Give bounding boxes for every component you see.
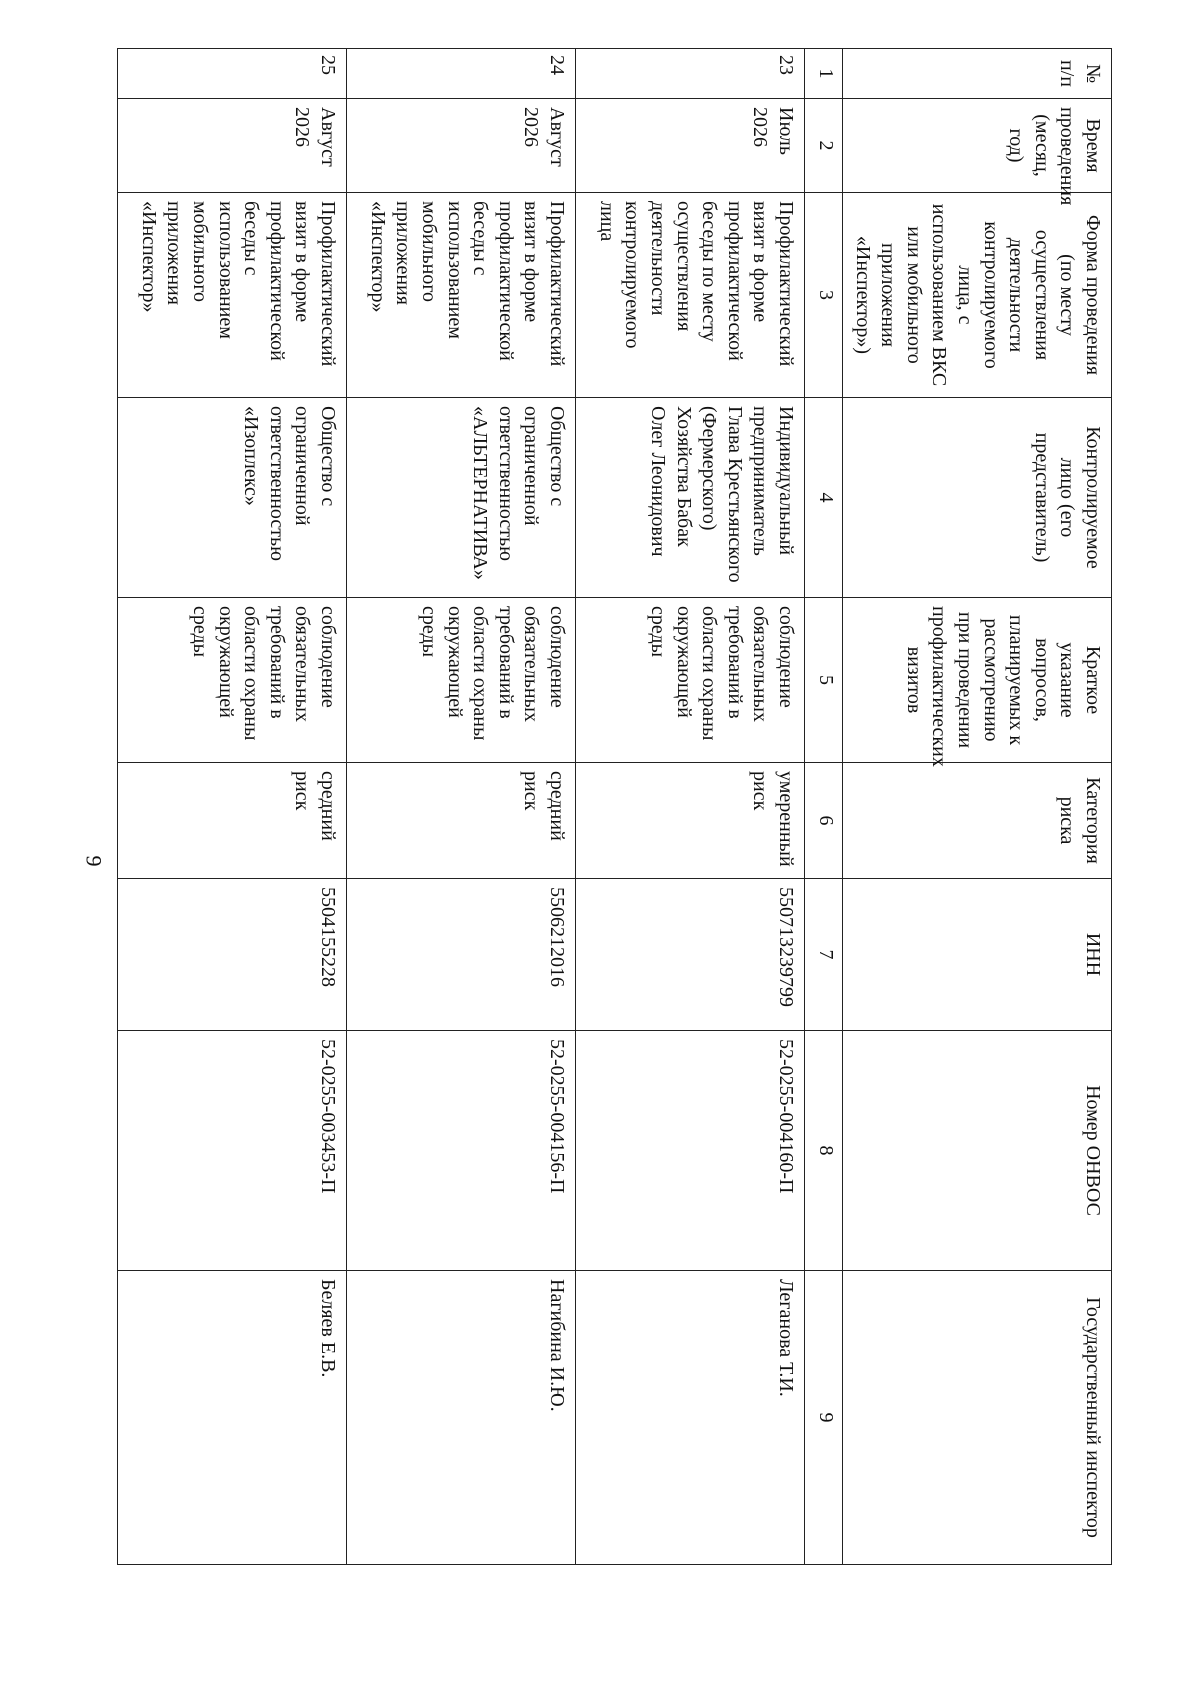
column-number: 2 bbox=[805, 99, 843, 193]
issues: соблюдение обязательных требований в области охраны окружающей среды bbox=[576, 598, 805, 763]
column-number: 4 bbox=[805, 398, 843, 598]
onvos-number: 52-0255-003453-П bbox=[118, 1031, 347, 1271]
risk-category: средний риск bbox=[118, 763, 347, 879]
row-number: 25 bbox=[118, 49, 347, 99]
page-number: 9 bbox=[81, 855, 107, 867]
header-row bbox=[843, 49, 1112, 1565]
inn: 5506212016 bbox=[347, 879, 576, 1031]
controlled-entity: Общество с ограниченной ответственностью «Изоплекс» bbox=[118, 398, 347, 598]
onvos-number: 52-0255-004156-П bbox=[347, 1031, 576, 1271]
visit-time: Июль 2026 bbox=[576, 99, 805, 193]
table-row bbox=[118, 49, 347, 1565]
column-number: 8 bbox=[805, 1031, 843, 1271]
inspector: Леганова Т.И. bbox=[576, 1271, 805, 1565]
visit-time: Август 2026 bbox=[118, 99, 347, 193]
visit-form: Профилактический визит в форме профилактической беседы с использованием мобильного приложения «Инспектор» bbox=[347, 193, 576, 398]
visit-form: Профилактический визит в форме профилактической беседы с использованием мобильного приложения «Инспектор» bbox=[118, 193, 347, 398]
table-row bbox=[576, 49, 805, 1565]
header-cell: ИНН bbox=[843, 879, 1112, 1031]
header-cell: Форма проведения (по месту осуществления деятельности контролируемого лица, с использованием ВКС или мобильного приложения «Инспектор») bbox=[843, 193, 1112, 398]
table-row bbox=[347, 49, 576, 1565]
header-cell: Государственный инспектор bbox=[843, 1271, 1112, 1565]
column-number: 7 bbox=[805, 879, 843, 1031]
column-number: 9 bbox=[805, 1271, 843, 1565]
risk-category: средний риск bbox=[347, 763, 576, 879]
header-cell: № п/п bbox=[843, 49, 1112, 99]
header-cell: Категория риска bbox=[843, 763, 1112, 879]
column-number: 6 bbox=[805, 763, 843, 879]
row-number: 23 bbox=[576, 49, 805, 99]
issues: соблюдение обязательных требований в области охраны окружающей среды bbox=[347, 598, 576, 763]
row-number: 24 bbox=[347, 49, 576, 99]
column-number: 5 bbox=[805, 598, 843, 763]
column-number-row bbox=[805, 49, 843, 1565]
controlled-entity: Индивидуальный предприниматель Глава Крестьянского (Фермерского) Хозяйства Бабак Олег Леонидович bbox=[576, 398, 805, 598]
header-cell: Контролируемое лицо (его представитель) bbox=[843, 398, 1112, 598]
visit-time: Август 2026 bbox=[347, 99, 576, 193]
inspection-table-container bbox=[137, 48, 1112, 1564]
header-cell: Краткое указание вопросов, планируемых к рассмотрению при проведении профилактических визитов bbox=[843, 598, 1112, 763]
inspection-schedule-table bbox=[117, 48, 1112, 1565]
onvos-number: 52-0255-004160-П bbox=[576, 1031, 805, 1271]
issues: соблюдение обязательных требований в области охраны окружающей среды bbox=[118, 598, 347, 763]
header-cell: Время проведения (месяц, год) bbox=[843, 99, 1112, 193]
header-cell: Номер ОНВОС bbox=[843, 1031, 1112, 1271]
inspector: Беляев Е.В. bbox=[118, 1271, 347, 1565]
inspector: Нагибина И.Ю. bbox=[347, 1271, 576, 1565]
inn: 5504155228 bbox=[118, 879, 347, 1031]
controlled-entity: Общество с ограниченной ответственностью «АЛЬТЕРНАТИВА» bbox=[347, 398, 576, 598]
column-number: 3 bbox=[805, 193, 843, 398]
visit-form: Профилактический визит в форме профилактической беседы по месту осуществления деятельности контролируемого лица bbox=[576, 193, 805, 398]
inn: 550713239799 bbox=[576, 879, 805, 1031]
risk-category: умеренный риск bbox=[576, 763, 805, 879]
column-number: 1 bbox=[805, 49, 843, 99]
rotated-table-frame bbox=[137, 48, 1112, 1564]
